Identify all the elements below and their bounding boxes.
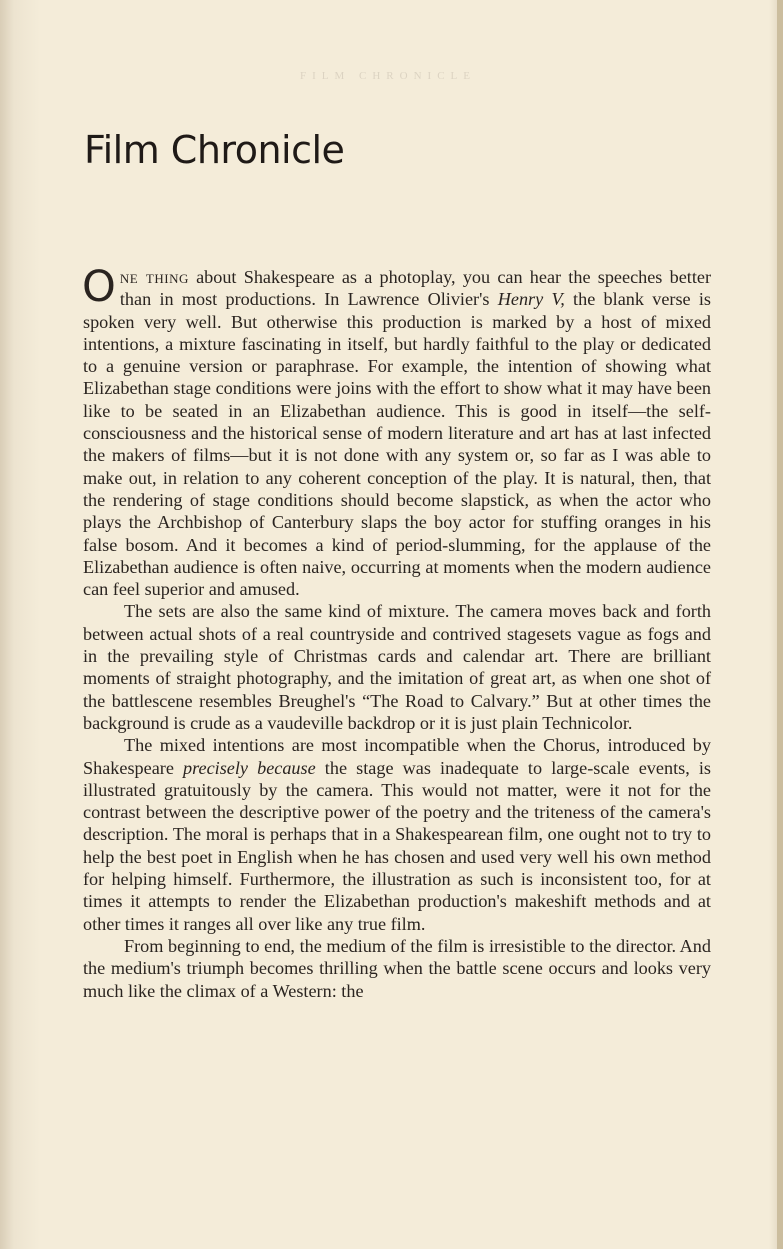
paragraph-3-text-a: The mixed intentions are most incompatible when the Chorus, introduced by Shakespeare	[83, 735, 711, 778]
film-title-italic: Henry V,	[497, 289, 565, 310]
lead-in: ne thing	[119, 267, 189, 287]
paragraph-1	[82, 262, 712, 600]
paragraph-3-text-b: the stage was inadequate to large-scale events, is illustrated gratuitously by the camera. This would not matter, were it not for the contrast between the descriptive power of the poetry and the triteness of the camera's description. The moral is perhaps that in a Shakespearean film, one ought not to try to help the best poet in English when he has chosen and used very well his own method for helping himself. Furthermore, the illustration as such is inconsistent too, for at times it attempts to render the Elizabethan production's makeshift methods and at other times it ranges all over like any true film.	[83, 757, 711, 934]
paragraph-4: From beginning to end, the medium of the film is irresistible to the director. And the medium's triumph becomes thrilling when the battle scene occurs and looks very much like the climax of a Western: the	[83, 935, 711, 1001]
running-head-bleedthrough: FILM CHRONICLE	[300, 70, 476, 82]
paragraph-1-text-b: the blank verse is spoken very well. But otherwise this production is marked by a host of mixed intentions, a mixture fascinating in itself, but hardly faithful to the play or dedicated to a genuine version or paraphrase. For example, the intention of showing what Elizabethan stage conditions were joins with the effort to show what it may have been like to be seated in an Elizabethan audience. This is good in itself—the self-consciousness and the historical sense of modern literature and art has at last infected the makers of films—but it is not done with any system or, so far as I was able to make out, in relation to any coherent conception of the play. It is natural, then, that the rendering of stage conditions should become slapstick, as when the actor who plays the Archbishop of Canterbury slaps the boy actor for stuffing oranges in his false bosom. And it becomes a kind of period-slumming, for the applause of the Elizabethan audience is often naive, occurring at moments when the modern audience can feel superior and amused.	[83, 289, 712, 600]
page-title: Film Chronicle	[84, 128, 345, 172]
article-body	[82, 262, 712, 1002]
paragraph-3	[83, 734, 711, 935]
page-edge	[777, 0, 783, 1249]
paragraph-2: The sets are also the same kind of mixture. The camera moves back and forth between actual shots of a real countryside and contrived stagesets vague as fogs and in the prevailing style of Christmas cards and calendar art. There are brilliant moments of straight photography, and the imitation of great art, as when one shot of the battlescene resembles Breughel's “The Road to Calvary.” But at other times the background is crude as a vaudeville backdrop or it is just plain Technicolor.	[83, 601, 711, 733]
emphasis-italic: precisely because	[183, 757, 316, 778]
drop-cap: O	[82, 262, 116, 312]
paragraph-1-text-a: about Shakespeare as a photoplay, you can hear the speeches better than in most productions. In Lawrence Olivier's	[119, 267, 712, 310]
